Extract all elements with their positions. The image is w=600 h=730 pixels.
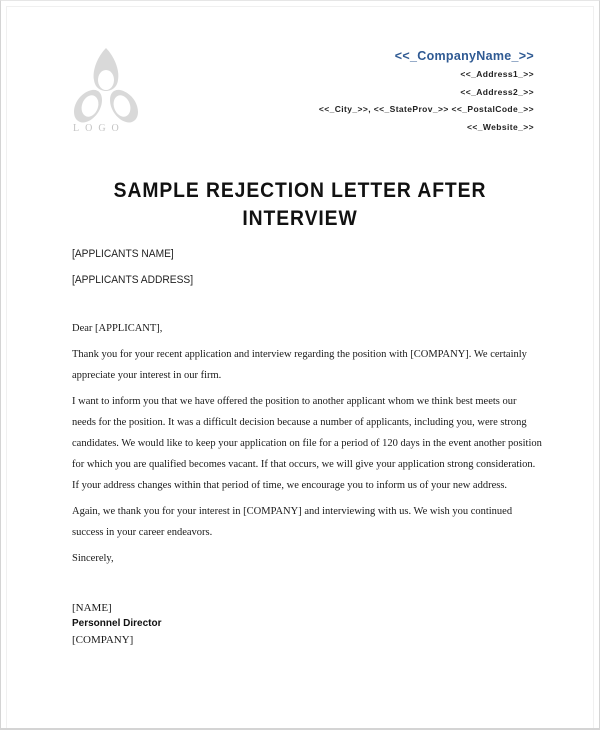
- company-name: <<_CompanyName_>>: [394, 49, 534, 63]
- recipient-name: [APPLICANTS NAME]: [72, 248, 174, 260]
- city-state-postal: <<_City_>>, <<_StateProv_>> <<_PostalCode_>>: [318, 104, 534, 114]
- page-edge: [6, 6, 7, 728]
- logo-text: LOGO: [73, 123, 125, 134]
- recipient-address: [APPLICANTS ADDRESS]: [72, 274, 194, 286]
- title-line-2: INTERVIEW: [242, 207, 358, 230]
- signer-name: [NAME]: [72, 602, 112, 614]
- letter-body: [72, 318, 542, 574]
- title-line-1: SAMPLE REJECTION LETTER AFTER: [113, 179, 487, 202]
- document-title: [24, 177, 576, 233]
- address-line-2: <<_Address2_>>: [460, 86, 534, 97]
- company-website: <<_Website_>>: [467, 121, 534, 132]
- closing: Sincerely,: [72, 553, 114, 564]
- page-edge: [6, 6, 594, 7]
- page-edge: [593, 6, 594, 728]
- signer-title: Personnel Director: [72, 618, 162, 629]
- salutation: Dear [APPLICANT],: [72, 323, 163, 334]
- paragraph-1: Thank you for your recent application and interview regarding the position with [COMPANY]. We certainly appreciate your interest in our firm.: [72, 349, 527, 381]
- signer-company: [COMPANY]: [72, 634, 134, 646]
- company-address-block: [319, 48, 534, 136]
- signature-block: [72, 600, 161, 648]
- paragraph-2: I want to inform you that we have offered the position to another applicant whom we think best meets our needs for the position. It was a difficult decision because a number of applicants, including you, were strong candidates. We would like to keep your application on file for a period of 120 days in the event another position for which you are qualified becomes vacant. If that occurs, we will give your application strong consideration. If your address changes within that period of time, we encourage you to inform us of your new address.: [72, 396, 542, 491]
- address-line-1: <<_Address1_>>: [460, 69, 534, 79]
- paragraph-3: Again, we thank you for your interest in [COMPANY] and interviewing with us. We wish you continued success in your career endeavors.: [72, 506, 513, 538]
